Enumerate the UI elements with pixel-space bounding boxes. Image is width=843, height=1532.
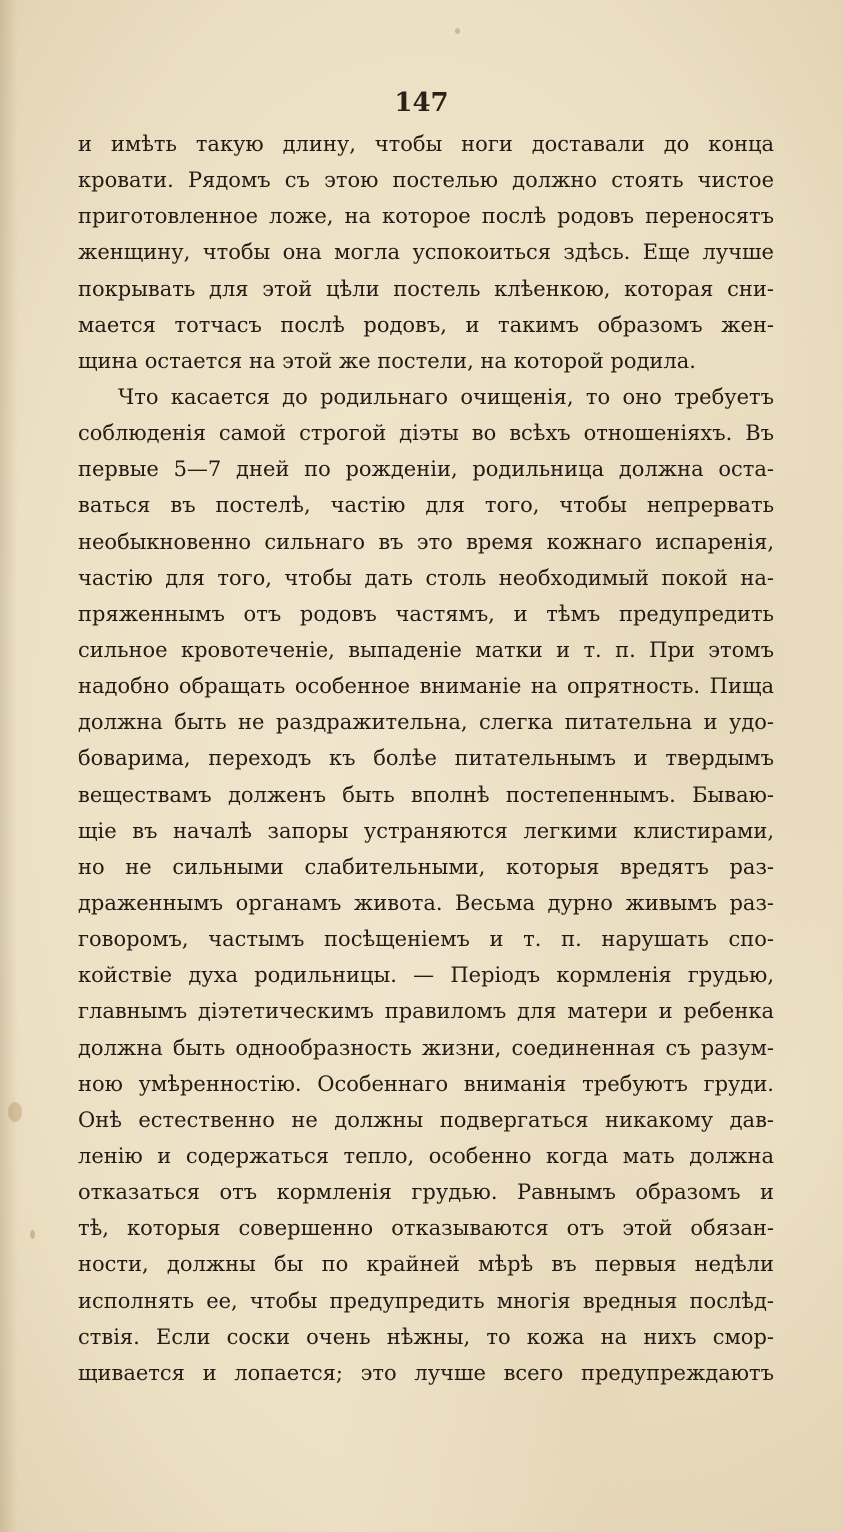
text-line: должна быть не раздражительна, слегка питательна и удо-: [78, 710, 774, 735]
text-line: говоромъ, частымъ посѣщеніемъ и т. п. нарушать спо-: [78, 927, 774, 952]
page-number: 147: [394, 88, 449, 118]
paper-stain: [8, 1102, 22, 1122]
text-line: но не сильными слабительными, которыя вредятъ раз-: [78, 854, 774, 879]
text-line: ною умѣренностію. Особеннаго вниманія требуютъ груди.: [78, 1071, 774, 1096]
text-line: отказаться отъ кормленія грудью. Равнымъ образомъ и: [78, 1180, 774, 1205]
text-line: драженнымъ органамъ живота. Весьма дурно живымъ раз-: [78, 890, 774, 915]
text-line: Что касается до родильнаго очищенія, то оно требуетъ: [118, 384, 774, 409]
text-line: щивается и лопается; это лучше всего предупреждаютъ: [78, 1360, 774, 1385]
text-line: щина остается на этой же постели, на которой родила.: [78, 348, 696, 373]
text-line: соблюденія самой строгой діэты во всѣхъ отношеніяхъ. Въ: [78, 421, 774, 446]
text-line: надобно обращать особенное вниманіе на опрятность. Пища: [78, 674, 774, 699]
paper-stain: [455, 28, 460, 34]
text-line: ваться въ постелѣ, частію для того, чтобы непрервать: [78, 493, 774, 518]
text-line: главнымъ діэтетическимъ правиломъ для матери и ребенка: [78, 999, 774, 1024]
text-line: женщину, чтобы она могла успокоиться здѣсь. Еще лучше: [78, 240, 774, 265]
body-text: [78, 126, 774, 1391]
text-line: койствіе духа родильницы. — Періодъ кормленія грудью,: [78, 963, 774, 988]
text-line: мается тотчасъ послѣ родовъ, и такимъ образомъ жен-: [78, 312, 774, 337]
text-line: тѣ, которыя совершенно отказываются отъ этой обязан-: [78, 1216, 774, 1241]
text-line: пряженнымъ отъ родовъ частямъ, и тѣмъ предупредить: [78, 601, 774, 626]
text-line: ствія. Если соски очень нѣжны, то кожа на нихъ смор-: [78, 1324, 774, 1349]
text-line: боварима, переходъ къ болѣе питательнымъ и твердымъ: [78, 746, 774, 771]
paper-stain: [30, 1230, 35, 1239]
text-line: и имѣть такую длину, чтобы ноги доставали до конца: [78, 132, 774, 156]
text-line: сильное кровотеченіе, выпаденіе матки и т. п. При этомъ: [78, 637, 774, 662]
text-line: веществамъ долженъ быть вполнѣ постепеннымъ. Бываю-: [78, 782, 774, 807]
text-line: ленію и содержаться тепло, особенно когда мать должна: [78, 1143, 774, 1168]
text-line: щіе въ началѣ запоры устраняются легкими клистирами,: [78, 818, 774, 843]
text-line: первые 5—7 дней по рожденіи, родильница должна оста-: [78, 457, 774, 482]
text-line: покрывать для этой цѣли постель клѣенкою, которая сни-: [78, 276, 774, 301]
text-line: необыкновенно сильнаго въ это время кожнаго испаренія,: [78, 529, 774, 554]
text-line: частію для того, чтобы дать столь необходимый покой на-: [78, 565, 774, 590]
text-line: исполнять ее, чтобы предупредить многія вредныя послѣд-: [78, 1288, 774, 1313]
text-line: Онѣ естественно не должны подвергаться никакому дав-: [78, 1107, 774, 1132]
page-fold-shadow: [0, 0, 18, 1532]
text-line: ности, должны бы по крайней мѣрѣ въ первыя недѣли: [78, 1252, 774, 1277]
text-line: приготовленное ложе, на которое послѣ родовъ переносятъ: [78, 204, 774, 229]
text-line: должна быть однообразность жизни, соединенная съ разум-: [78, 1035, 774, 1060]
text-line: кровати. Рядомъ съ этою постелью должно стоять чистое: [78, 168, 774, 193]
